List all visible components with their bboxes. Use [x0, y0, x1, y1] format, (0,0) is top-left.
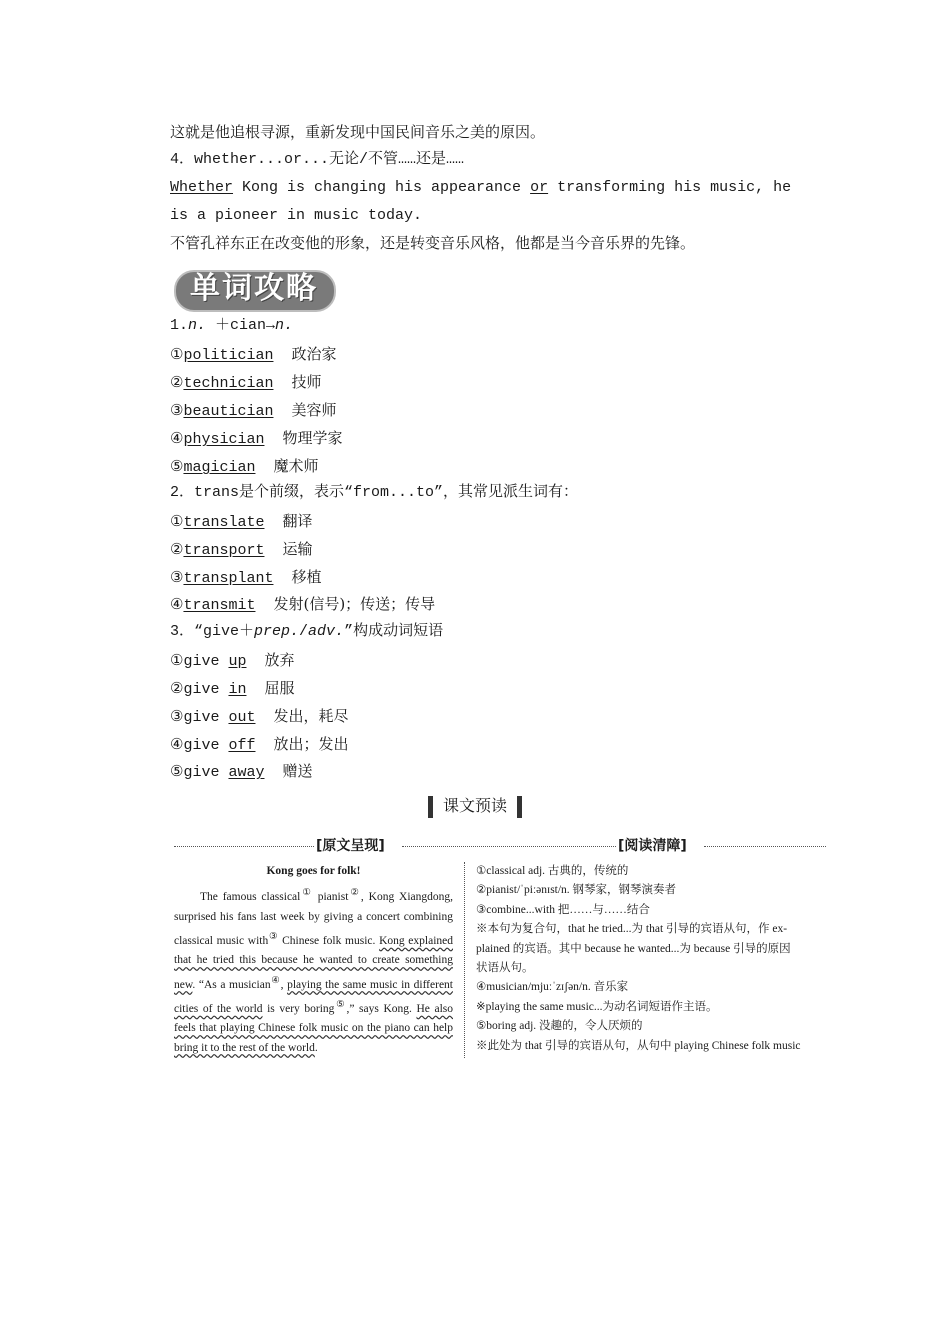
note-line: 状语从句。 — [476, 962, 534, 975]
right-column-header: [阅读清障] — [618, 838, 687, 854]
note-line: ③combine...with 把……与……结合 — [476, 903, 650, 916]
vocab-word: out — [228, 709, 256, 726]
vocab-meaning: 移植 — [291, 568, 322, 586]
vocab-meaning: 物理学家 — [282, 429, 343, 447]
vocab-word: translate — [183, 514, 265, 531]
example-sentence — [136, 174, 816, 230]
vocab-meaning: 赠送 — [282, 762, 313, 780]
vocab-word: magician — [183, 459, 256, 476]
vocab-meaning: 发射(信号)；传送；传导 — [273, 595, 436, 613]
vocab-meaning: 魔术师 — [273, 457, 319, 475]
list-item: ①politician 政治家 — [170, 345, 337, 364]
dotted-rule — [402, 846, 616, 847]
note-marker: ② — [348, 887, 361, 899]
list-item: ③give out 发出，耗尽 — [170, 707, 349, 726]
vocab-meaning: 技师 — [291, 373, 322, 391]
passage-title: Kong goes for folk! — [266, 865, 361, 877]
vocab-meaning: 政治家 — [291, 345, 337, 363]
title-bar-right — [517, 796, 522, 818]
heading-part: ”构成动词短语 — [344, 623, 444, 640]
heading-num: 1. — [170, 317, 189, 334]
note-line: ②pianist/ˈpiːənɪst/n. 钢琴家，钢琴演奏者 — [476, 884, 677, 897]
banner-title: 单词攻略 — [190, 271, 318, 306]
vocab-meaning: 屈服 — [264, 679, 295, 697]
heading-part: prep. — [254, 623, 300, 640]
note-line: ①classical adj. 古典的，传统的 — [476, 865, 629, 877]
heading-mid: ＋cian→ — [206, 317, 276, 334]
note-line: ※此处为 that 引导的宾语从句，从句中 playing Chinese folk music — [476, 1039, 801, 1052]
note-line: ※本句为复合句，that he tried...为 that 引导的宾语从句，作 ex- — [476, 923, 788, 936]
text-line: 这就是他追根寻源，重新发现中国民间音乐之美的原因。 — [170, 123, 546, 141]
vocab-word: technician — [183, 375, 274, 392]
title-bar-left — [428, 796, 433, 818]
note-marker: ⑤ — [334, 998, 347, 1010]
vocab-word: off — [228, 737, 256, 754]
sentence-part: Kong is changing his appearance — [233, 179, 531, 196]
list-item: ④physician 物理学家 — [170, 429, 343, 448]
list-item: ②transport 运输 — [170, 540, 313, 559]
item-heading: 4．whether...or...无论/不管……还是…… — [170, 151, 465, 168]
heading-pos: n. — [188, 317, 207, 334]
vocab-word: transplant — [183, 570, 274, 587]
note-line: ※playing the same music...为动名词短语作主语。 — [476, 1000, 718, 1013]
vocab-word: in — [228, 681, 247, 698]
heading-pos: n. — [275, 317, 294, 334]
group1-heading — [170, 316, 293, 336]
underlined-word: Whether — [170, 179, 234, 196]
list-item: ④transmit 发射(信号)；传送；传导 — [170, 595, 436, 614]
vocab-word: politician — [183, 347, 274, 364]
group2-heading: 2．trans是个前缀，表示“from...to”，其常见派生词有： — [170, 484, 579, 501]
list-item: ②technician 技师 — [170, 373, 322, 392]
wavy-underlined-sentence: playing the same music in different cities of the world — [174, 978, 453, 1015]
left-column-header: [原文呈现] — [316, 838, 385, 854]
sentence-part: transforming his music, he is a pioneer in music today. — [170, 179, 792, 224]
wavy-underlined-sentence: He also feels that playing Chinese folk music on the piano can help bring it to the rest of the world — [174, 1002, 453, 1054]
vocab-meaning: 翻译 — [282, 512, 313, 530]
vocab-meaning: 运输 — [282, 540, 313, 558]
note-marker: ④ — [270, 974, 281, 986]
passage-body: The famous classical① pianist②, Kong Xiangdong, surprised his fans last week by giving a concert combining classical music with③ Chinese folk music. Kong explained that he tried this because he wanted to create something new. “As a musician④, playing the same music in different cities of the world is very boring⑤,” says Kong. He also feels that playing Chinese folk music on the piano can help bring it to the rest of the world. — [174, 887, 454, 1054]
vocab-word: transport — [183, 542, 265, 559]
heading-part: 3．“give＋ — [170, 623, 255, 640]
list-item: ⑤magician 魔术师 — [170, 457, 319, 476]
group3-heading — [170, 622, 443, 642]
section-banner — [170, 268, 338, 312]
notes-column — [476, 862, 828, 1056]
list-item: ①translate 翻译 — [170, 512, 313, 531]
vocab-meaning: 发出，耗尽 — [273, 707, 349, 725]
vocab-word: transmit — [183, 597, 256, 614]
list-item: ②give in 屈服 — [170, 679, 295, 698]
translation-line: 不管孔祥东正在改变他的形象，还是转变音乐风格，他都是当今音乐界的先锋。 — [170, 234, 696, 252]
note-line: ④musician/mjuːˈzɪʃən/n. 音乐家 — [476, 981, 629, 994]
note-marker: ① — [300, 887, 313, 899]
list-item: ⑤give away 赠送 — [170, 762, 313, 781]
list-item: ①give up 放弃 — [170, 651, 295, 670]
vocab-meaning: 放出；发出 — [273, 735, 349, 753]
heading-part: adv. — [308, 623, 345, 640]
wavy-underlined-sentence: Kong explained that he tried this because he wanted to create something new — [174, 934, 454, 991]
list-item: ③transplant 移植 — [170, 568, 322, 587]
vocab-word: beautician — [183, 403, 274, 420]
list-item: ③beautician 美容师 — [170, 401, 337, 420]
vocab-word: physician — [183, 431, 265, 448]
underlined-word: or — [530, 179, 549, 196]
note-line: ⑤boring adj. 没趣的，令人厌烦的 — [476, 1020, 643, 1033]
dotted-rule — [704, 846, 826, 847]
vocab-meaning: 放弃 — [264, 651, 295, 669]
vocab-meaning: 美容师 — [291, 401, 337, 419]
section-title-text: 课文预读 — [442, 796, 507, 815]
note-line: plained 的宾语。其中 because he wanted...为 because 引导的原因 — [476, 942, 791, 955]
columns-header — [174, 836, 826, 856]
vocab-word: away — [228, 764, 265, 781]
list-item: ④give off 放出；发出 — [170, 735, 349, 754]
heading-part: / — [299, 623, 309, 640]
column-divider — [464, 862, 465, 1058]
passage-column — [174, 862, 453, 1058]
section-title — [0, 792, 950, 820]
vocab-word: up — [228, 653, 247, 670]
note-marker: ③ — [268, 931, 279, 943]
dotted-rule — [174, 846, 314, 847]
